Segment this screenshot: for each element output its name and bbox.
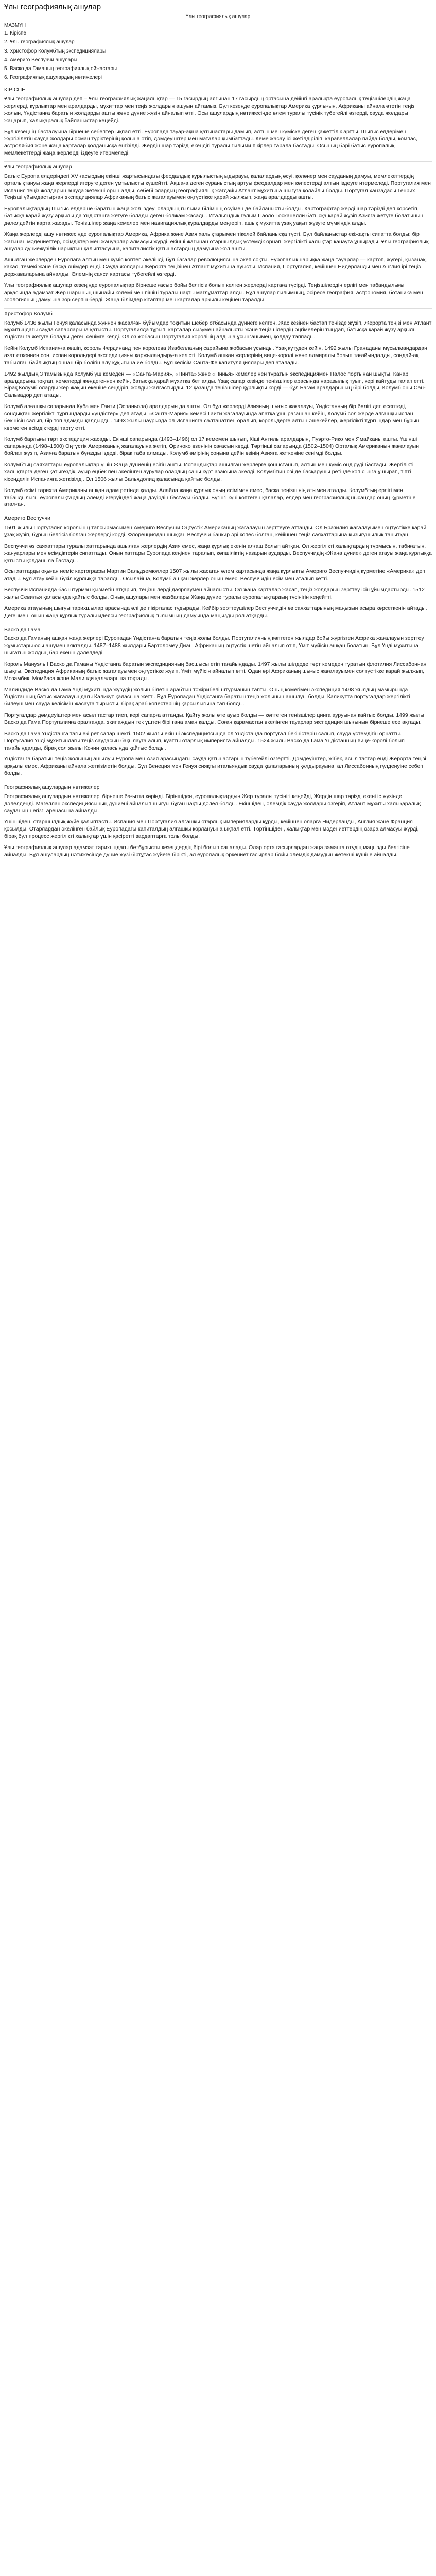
section-heading: КІРІСПЕ — [4, 87, 26, 93]
paragraph: Колумб алғашқы сапарында Куба мен Гаити (Эспаньола) аралдарын да ашты. Ол бұл жерлерді Азияның шығыс жағалауы, Үндістанның бір бөлігі деп есептеді, сондықтан жергілікті тұрғындарды «үндістер» деп атады. «Санта-Мария» кемесі Гаити жағалауында апатқа ұшырағаннан кейін, Колумб сол жерде алғашқы испан бекінісін салып, бір топ адамды қалдырды. 1493 жылы наурызда ол Испанияға салтанатпен оралып, корольдерге алтын әшекейлер, жергілікті тұрғындар мен бұрын көрмеген өсімдіктерді тарту етті. — [4, 403, 420, 431]
section-introduction — [4, 87, 432, 162]
subtitle: Ұлы географиялық ашулар — [185, 13, 251, 20]
paragraph: Малиндиде Васко да Гама Үнді мұхитында жүзудің жолын білетін арабтың тәжірибелі штурманын тапты. Оның көмегімен экспедиция 1498 жылдың мамырында Үндістанның батыс жағалауындағы Каликут қаласына жетті. Бұл Еуропадан Үндістанға баратын теңіз жолының ашылуы болды. Каликутта португалдар жергілікті билеушімен сауда келісімін жасауға тырысты, бірақ араб көпестерінің қарсылығына тап болды. — [4, 686, 410, 707]
paragraph: Король Мануэль I Васко да Гаманы Үндістанға баратын экспедицияның басшысы етіп тағайындады. 1497 жылы шілдеде төрт кемеден тұратын флотилия Лиссабоннан шықты. Экспедиция Африканың батыс жағалауымен оңтүстікке жүзіп, Үміт мүйісін айналып өтті. Одан әрі Африканың шығыс жағалауымен солтүстікке қарай жылжып, Мозамбик, Момбаса және Малинди қалаларына тоқтады. — [4, 661, 427, 682]
paragraph: Жаңа жерлерді ашу нәтижесінде еуропалықтар Америка, Африка және Азия халықтарымен тікелей байланысқа түсті. Бұл байланыстар екіжақты сипатта болды: бір жағынан мәдениеттер, өсімдіктер мен жануарлар алмасуы жүрді, екінші жағынан отаршылдық үстемдік орнап, жергілікті халықтар қанауға ұшырады. Ұлы географиялық ашулар дүниежүзілік нарықтың қалыптасуына, капиталистік қатынастардың дамуына жол ашты. — [4, 231, 429, 252]
paragraph: Үндістанға баратын теңіз жолының ашылуы Еуропа мен Азия арасындағы сауда қатынастарын түбегейлі өзгертті. Дәмдеуіштер, жібек, асыл тастар енді Жерорта теңізі арқылы емес, Африканы айнала жеткізілетін болды. Бұл Венеция мен Генуя сияқты итальяндық сауда қалаларының құлдырауына, ал Лиссабонның гүлденуіне себеп болды. — [4, 756, 426, 777]
paragraph: 1501 жылы Португалия корольінің тапсырмасымен Америго Веспуччи Оңтүстік Американың жағалауын зерттеуге аттанды. Ол Бразилия жағалауымен оңтүстікке қарай ұзақ жүзіп, бұрын белгісіз болған жерлерді көрді. Флоренциядан шыққан Веспуччи банкир әрі көпес болған, кейіннен теңіз саяхаттарына қызығушылық танытқан. — [4, 524, 427, 538]
paragraph: Веспуччи Испанияда бас штурман қызметін атқарып, теңізшілерді даярлаумен айналысты. Ол жаңа карталар жасап, теңіз жолдарын зерттеу ісін ұйымдастырды. 1512 жылы Севилья қаласында қайтыс болды. Оның ашулары мен жазбалары Жаңа дүние туралы еуропалықтардың түсінігін кеңейтті. — [4, 587, 425, 600]
section-vespucci — [4, 515, 432, 624]
paragraph: Ұлы географиялық ашулар адамзат тарихындағы бетбұрысты кезеңдердің бірі болып саналады. Олар орта ғасырлардан жаңа заманға өтудің маңызды белгісіне айналды. Бұл ашулардың нәтижесінде дүние жүзі біртұтас жүйеге бірікті, ал еуропалық өркениет ғасырлар бойы әлемдік дамудың жетекші күшіне айналды. — [4, 844, 410, 858]
divider — [4, 308, 432, 309]
paragraph: Географиялық ашулардың нәтижелері бірнеше бағытта көрінді. Біріншіден, еуропалықтардың Жер туралы түсінігі кеңейді, Жердің шар тәрізді екені іс жүзінде дәлелденді. Магеллан экспедициясының дүниені айналып шығуы бұған нақты дәлел болды. Екіншіден, әлемдік сауда жолдары өзгеріп, Атлант мұхиты халықаралық сауданың негізгі аренасына айналды. — [4, 793, 421, 814]
section-vasco-da-gama — [4, 626, 432, 782]
toc-heading: МАЗМҰН — [4, 22, 26, 28]
page-title: Ұлы географиялық ашулар — [4, 3, 101, 11]
paragraph: Үшіншіден, отаршылдық жүйе қалыптасты. Испания мен Португалия алғашқы отарлық империяларды құрды, кейіннен оларға Нидерланды, Англия және Франция қосылды. Отарлардан әкелінген байлық Еуропадағы капиталдың алғашқы қорлануына ықпал етті. Төртіншіден, халықтар мен мәдениеттердің өзара алмасуы жүрді, бірақ бұл процесс жергілікті халықтар үшін қасіретті зардаптарға толы болды. — [4, 819, 419, 840]
document-body — [4, 87, 432, 863]
paragraph: Колумб 1436 жылы Генуя қаласында жүннен жасалған бұйымдар тоқитын шебер отбасында дүниеге келген. Жас кезінен бастап теңізде жүзіп, Жерорта теңізі мен Атлант мұхитындағы сауда сапарларына қатысты. Португалияда тұрып, карталар сызумен айналысты және теңізшілердің әңгімелерін тыңдап, батысқа қарай жүзу арқылы Үндістанға жетуге болады деген сенімге келді. Ол өз жобасын Португалия королінің алдына ұсынғанымен, қолдау таппады. — [4, 319, 432, 341]
toc-item[interactable]: 2. Ұлы географиялық ашулар — [4, 39, 75, 45]
section-great-discoveries — [4, 164, 432, 309]
section-heading: Христофор Колумб — [4, 310, 53, 317]
paragraph: Колумбтың саяхаттары еуропалықтар үшін Жаңа дүниенің есігін ашты. Испандықтар ашылған жерлерге қоныстанып, алтын мен күміс өндіруді бастады. Жергілікті халықтарға деген қатыгездік, ауыр еңбек пен әкелінген аурулар олардың саны күрт азаюына әкелді. Колумбтың өзі де басқарушы ретінде көп сынға ұшырап, тіпті кісенделіп Испанияға жеткізілді. Ол 1506 жылы Вальядолид қаласында қайтыс болды. — [4, 462, 414, 482]
section-heading: Америго Веспуччи — [4, 515, 50, 522]
paragraph: Колумб есімі тарихта Американы ашқан адам ретінде қалды. Алайда жаңа құрлық оның есімімен емес, басқа теңізшінің атымен аталды. Колумбтың ерлігі мен табандылығы еуропалықтардың әлемді игеруіндегі жаңа дәуірдің бастауы болды. Бүгінгі күні көптеген қалалар, елдер мен географиялық нысандар оның құрметіне аталған. — [4, 487, 416, 508]
paragraph: Васко да Гама Үндістанға тағы екі рет сапар шекті. 1502 жылғы екінші экспедициясында ол Үндістанда португал бекіністерін салып, сауда үстемдігін орнатты. Португалия Үнді мұхитындағы теңіз саудасын бақылауға алып, қуатты отарлық империяға айналды. 1524 жылы Васко да Гама Үндістанның вице-королі болып тағайындалды, бірақ сол жылы Кочин қаласында қайтыс болды. — [4, 730, 405, 751]
paragraph: Ұлы географиялық ашулар деп – Ұлы географиялық жаңалықтар — 15 ғасырдың аяғынан 17 ғасырдың ортасына дейінгі аралықта еуропалық теңізшілердің жаңа жерлерді, құрлықтар мен аралдарды, мұхиттар мен теңіз жолдарын ашуын айтамыз. Бұл кезеңде еуропалықтар Америка құрлығын, Африканы айнала өтетін теңіз жолын, Үндістанға баратын жолдарды ашты және дүние жүзін айналып өтті. Осы ашулардың нәтижесінде әлем туралы түсінік түбегейлі өзгерді, сауда жолдары жаңарып, халықаралық байланыстар кеңейді. — [4, 96, 415, 124]
toc-item[interactable]: 3. Христофор Колумбтың экспедициялары — [4, 48, 107, 54]
paragraph: Колумб барлығы төрт экспедиция жасады. Екінші сапарында (1493–1496) ол 17 кемемен шығып, Кіші Антиль аралдарын, Пуэрто-Рико мен Ямайканы ашты. Үшінші сапарында (1498–1500) Оңтүстік Американың жағалауына жетіп, Ориноко өзенінің сағасын көрді. Төртінші сапарында (1502–1504) Орталық Американың жағалауын бойлап жүзіп, Азияға баратын бұғазды іздеді, бірақ таба алмады. Колумб өмірінің соңына дейін өзінің Азияға жеткеніне сенімді болды. — [4, 436, 419, 457]
paragraph: Васко да Гаманың ашқан жаңа жерлері Еуропадан Үндістанға баратын теңіз жолы болды. Португалияның көптеген жылдар бойы жүргізген Африка жағалауын зерттеу жұмыстары осы ашумен аяқталды. 1487–1488 жылдары Бартоломеу Диаш Африканың оңтүстік шетін айналып өтіп, Үміт мүйісін ашқан болатын. Бұл Үнді мұхитына шығатын жолдың бар екенін дәлелдеді. — [4, 635, 424, 656]
section-heading: Васко да Гама — [4, 626, 41, 633]
section-columbus — [4, 311, 432, 514]
toc-item[interactable]: 5. Васко да Гаманың географиялық ойжастары — [4, 65, 117, 72]
paragraph: Ашылған жерлерден Еуропаға алтын мен күміс көптеп әкелінді, бұл бағалар революциясына әкеп соқты. Еуропалық нарыққа жаңа тауарлар — картоп, жүгері, қызанақ, какао, темекі және басқа өнімдер енді. Сауда жолдары Жерорта теңізінен Атлант мұхитына ауысты. Испания, Португалия, кейіннен Нидерланды мен Англия ірі теңіз державаларына айналды. Әлемнің саяси картасы түбегейлі өзгерді. — [4, 257, 427, 278]
paragraph: Португалдар дәмдеуіштер мен асыл тастар тиеп, кері сапарға аттанды. Қайту жолы өте ауыр болды — көптеген теңізшілер цинга ауруынан қайтыс болды. 1499 жылы Васко да Гама Португалияға оралғанда, экипаждың тек үштен бірі ғана аман қалды. Соған қарамастан әкелінген тауарлар экспедиция шығынын бірнеше есе ақтады. — [4, 712, 424, 726]
paragraph: Осы хаттарды оқыған неміс картографы Мартин Вальдземюллер 1507 жылы жасаған әлем картасында жаңа құрлықты Америго Веспуччидің құрметіне «Америка» деп атады. Бұл атау кейін бүкіл құрлыққа таралды. Осылайша, Колумб ашқан жерлер оның емес, Веспуччидің есімімен аталып кетті. — [4, 568, 425, 582]
paragraph: Веспуччи өз саяхаттары туралы хаттарында ашылған жерлердің Азия емес, жаңа құрлық екенін алғаш болып айтқан. Ол жергілікті халықтардың тұрмысын, табиғатын, жануарлары мен өсімдіктерін сипаттады. Оның хаттары Еуропада кеңінен таралып, көпшіліктің назарын аударды. Веспуччидің «Жаңа дүние» деген атауы жаңа құрлыққа қатысты қолданыла бастады. — [4, 543, 432, 564]
subtitle-row — [4, 13, 432, 20]
paragraph: Ұлы географиялық ашулар кезеңінде еуропалықтар бірнеше ғасыр бойы белгісіз болып келген жерлерді картаға түсірді. Теңізшілердің ерлігі мен табандылығы арқасында адамзат Жер шарының шынайы көлемі мен пішіні туралы нақты мағлұматтар алды. Бұл ашулар ғылымның, әсіресе география, астрономия, ботаника мен зоологияның дамуына зор серпін берді. Жаңа білімдер кітаптар мен карталар арқылы кеңінен таралды. — [4, 282, 423, 303]
paragraph: Америка атауының шығуы тарихшылар арасында әлі де пікірталас тудырады. Кейбір зерттеушілер Веспуччидің өз саяхаттарының маңызын асыра көрсеткенін айтады. Дегенмен, оның жаңа құрлық туралы идеясы географиялық ғылымның дамуында маңызды рөл атқарды. — [4, 605, 427, 619]
section-results — [4, 784, 432, 863]
paragraph: Кейін Колумб Испанияға көшіп, король Фердинанд пен королева Изабелланың сарайына жобасын ұсынды. Ұзақ күтуден кейін, 1492 жылы Гранаданы мұсылмандардан азат еткеннен соң, испан корольдері экспедицияны қаржыландыруға келісті. Колумб ашқан жерлерінің вице-королі және адмиралы болып тағайындалды, сондай-ақ табылған байлықтың оннан бір бөлігін алу құқығына ие болды. Бұл келісім Санта-Фе капитуляциялары деп аталады. — [4, 345, 427, 366]
paragraph: 1492 жылдың 3 тамызында Колумб үш кемеден — «Санта-Мария», «Пинта» және «Нинья» кемелерінен тұратын экспедициямен Палос портынан шықты. Канар аралдарына тоқтап, кемелерді жөндегеннен кейін, батысқа қарай мұхитқа бет алды. Ұзақ сапар кезінде теңізшілер арасында наразылық туып, кері қайтуды талап етті. Бірақ Колумб оларды жер жақын екеніне сендіріп, жолды жалғастырды. 12 қазанда теңізшілер құрлықты көрді — бұл Багам аралдарының бірі болды, Колумб оны Сан-Сальвадор деп атады. — [4, 370, 426, 399]
document-page — [0, 0, 436, 870]
paragraph: Батыс Еуропа елдеріндегі XV ғасырдың екінші жартысындағы феодалдық құрылыстың ыдырауы, қалалардың өсуі, қолөнер мен сауданың дамуы, мемлекеттердің орталықтануы жаңа жерлерді игеруге деген ұмтылысты күшейтті. Ақшаға деген сұраныстың артуы феодалдар мен көпестерді алтын іздеуге итермеледі. Португалия мен Испания теңіз жолдарын ашуда жетекші орын алды, себебі олардың географиялық жағдайы Атлант мұхитына шығуға қолайлы болды. Португал ханзадасы Генрих Теңізші ұйымдастырған экспедициялар Африканың батыс жағалауымен оңтүстікке қарай жылжып, жаңа аралдарды ашты. — [4, 173, 431, 201]
section-heading: Географиялық ашулардың нәтижелері — [4, 784, 101, 791]
section-heading: Ұлы географиялық ашулар — [4, 164, 72, 171]
divider — [4, 161, 432, 162]
paragraph: Еуропалықтардың Шығыс елдеріне баратын жаңа жол іздеуі олардың ғылыми білімінің өсуімен де байланысты болды. Картографтар жерді шар тәрізді деп көрсетіп, батысқа қарай жүзу арқылы да Үндістанға жетуге болады деген болжам жасады. Итальяндық ғалым Паоло Тосканелли батысқа қарай жүзіп Азияға жетуге болатынын дәлелдейтін карта жасады. Теңізшілер жаңа кемелер мен навигациялық құралдарды меңгеріп, ашық мұхитта ұзақ уақыт жүзуге мүмкіндік алды. — [4, 206, 424, 227]
toc-item[interactable]: 4. Америго Веспуччи ашулары — [4, 57, 78, 63]
toc-item[interactable]: 6. Географиялық ашулардың нәтижелері — [4, 75, 102, 81]
paragraph: Бұл кезеңнің басталуына бірнеше себептер ықпал етті. Еуропада тауар-ақша қатынастары дамып, алтын мен күміске деген қажеттілік артты. Шығыс елдерімен жүргізілетін сауда жолдары осман түріктерінің қолына өтіп, дәмдеуіштер мен маталар қымбаттады. Кеме жасау ісі жетілдіріліп, каравеллалар пайда болды, компас, астролябия және жаңа карталар қолданысқа енгізілді. Жердің шар тәрізді екендігі туралы ғылыми пікірлер тарала бастады. Осының бәрі батыс еуропалық мемлекеттерді жаңа жерлерді іздеуге итермеледі. — [4, 128, 417, 157]
toc-item[interactable]: 1. Кіріспе — [4, 30, 26, 37]
table-of-contents — [4, 30, 432, 81]
